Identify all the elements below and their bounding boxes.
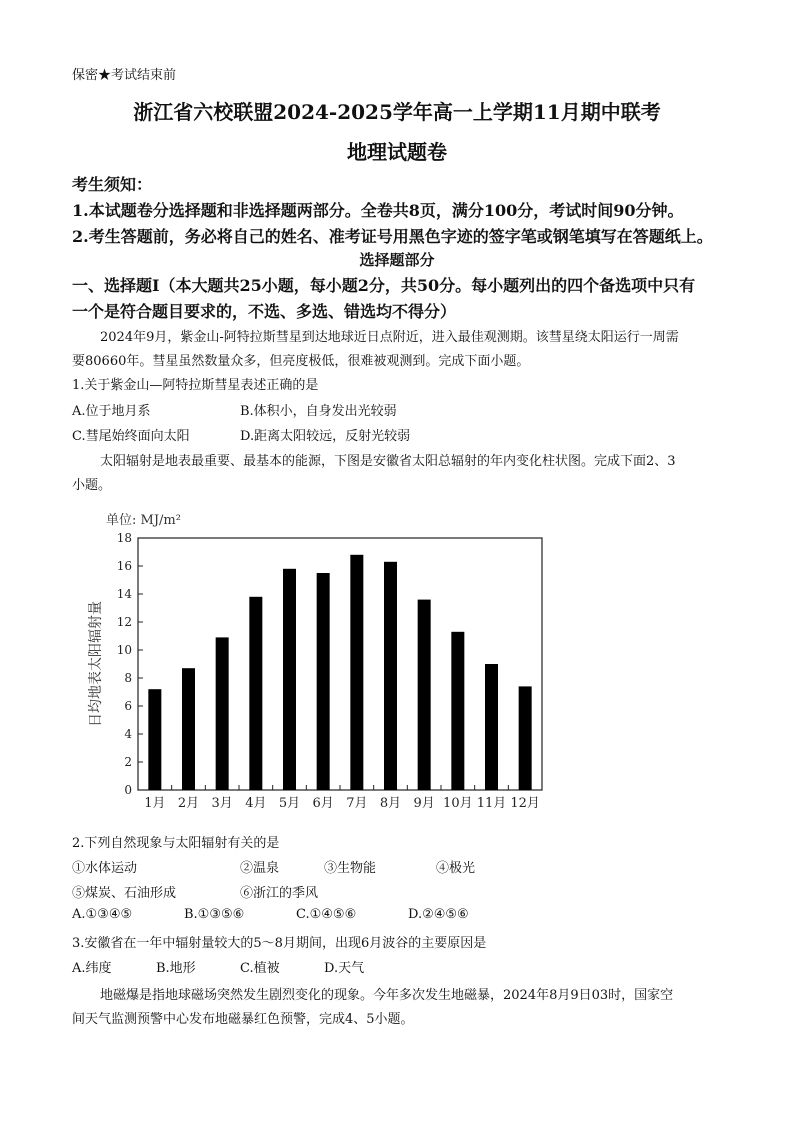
x-tick-label: 10月 (443, 796, 473, 811)
q2-option-a: A.①③④⑤ (72, 907, 133, 922)
chart-y-axis-label: 日均地表太阳辐射量 (88, 601, 104, 727)
passage2-line2: 小题。 (72, 478, 112, 493)
q3-stem: 3.安徽省在一年中辐射量较大的5～8月期间，出现6月波谷的主要原因是 (72, 936, 487, 951)
q2-item: ⑥浙江的季风 (240, 886, 319, 901)
y-tick-label: 8 (124, 671, 132, 685)
y-tick-label: 0 (124, 783, 132, 797)
chart-bar (182, 668, 195, 790)
notice-item: 1.本试题卷分选择题和非选择题两部分。全卷共8页，满分100分，考试时间90分钟。 (72, 201, 684, 220)
x-tick-label: 8月 (379, 796, 402, 811)
q2-item: ④极光 (436, 861, 476, 876)
part-instructions-line2: 一个是符合题目要求的，不选、多选、错选均不得分） (72, 302, 457, 321)
q1-option-b: B.体积小，自身发出光较弱 (240, 404, 397, 419)
chart-bar (485, 664, 498, 790)
chart-bar (350, 555, 363, 790)
passage3-line2: 间天气监测预警中心发布地磁暴红色预警，完成4、5小题。 (72, 1012, 414, 1027)
q3-option-c: C.植被 (240, 961, 280, 976)
q1-stem: 1.关于紫金山—阿特拉斯彗星表述正确的是 (72, 378, 319, 393)
q3-option-a: A.纬度 (72, 961, 112, 976)
q1-option-c: C.彗尾始终面向太阳 (72, 429, 190, 444)
chart-bar (148, 689, 161, 790)
chart-bar (317, 573, 330, 790)
passage2-line1: 太阳辐射是地表最重要、最基本的能源，下图是安徽省太阳总辐射的年内变化柱状图。完成下面2、3 (100, 454, 676, 469)
chart-plot-frame (138, 538, 542, 790)
chart-bar (418, 600, 431, 790)
x-tick-label: 3月 (211, 796, 233, 811)
x-tick-label: 6月 (312, 796, 334, 811)
passage1-line1: 2024年9月，紫金山-阿特拉斯彗星到达地球近日点附近，进入最佳观测期。该彗星绕太阳运行一周需 (100, 330, 679, 345)
section-title: 选择题部分 (359, 251, 435, 269)
x-tick-label: 7月 (346, 796, 368, 811)
part-instructions-line1: 一、选择题Ⅰ（本大题共25小题，每小题2分，共50分。每小题列出的四个备选项中只有 (72, 276, 696, 295)
x-tick-label: 9月 (413, 796, 435, 811)
x-tick-label: 2月 (177, 796, 200, 811)
y-tick-label: 16 (116, 559, 132, 573)
x-tick-label: 4月 (245, 796, 267, 811)
y-tick-label: 10 (116, 643, 132, 657)
x-tick-label: 1月 (144, 796, 166, 811)
y-tick-label: 14 (116, 587, 132, 601)
q3-option-b: B.地形 (156, 961, 196, 976)
q2-option-b: B.①③⑤⑥ (184, 907, 245, 922)
q2-item: ①水体运动 (72, 861, 138, 876)
q2-option-d: D.②④⑤⑥ (408, 907, 469, 922)
y-tick-label: 6 (124, 699, 132, 713)
q2-stem: 2.下列自然现象与太阳辐射有关的是 (72, 836, 280, 851)
exam-title: 浙江省六校联盟2024-2025学年高一上学期11月期中联考 (133, 100, 661, 124)
x-tick-label: 11月 (476, 796, 507, 811)
y-tick-label: 12 (116, 615, 132, 629)
exam-subtitle: 地理试题卷 (347, 140, 447, 164)
y-tick-label: 2 (124, 755, 132, 769)
passage1-line2: 要80660年。彗星虽然数量众多，但亮度极低，很难被观测到。完成下面小题。 (72, 354, 530, 369)
q2-item: ③生物能 (324, 861, 377, 876)
q2-item: ⑤煤炭、石油形成 (72, 886, 177, 901)
x-tick-label: 12月 (510, 796, 540, 811)
chart-bar (519, 686, 532, 790)
y-tick-label: 18 (116, 531, 132, 545)
solar-radiation-chart (80, 500, 550, 820)
q2-item: ②温泉 (240, 861, 280, 876)
notice-item: 2.考生答题前，务必将自己的姓名、准考证号用黑色字迹的签字笔或钢笔填写在答题纸上。 (72, 227, 713, 246)
x-tick-label: 5月 (278, 796, 301, 811)
notice-heading: 考生须知： (72, 175, 153, 194)
chart-bar (249, 597, 262, 790)
chart-bar (384, 562, 397, 790)
passage3-line1: 地磁爆是指地球磁场突然发生剧烈变化的现象。今年多次发生地磁暴，2024年8月9日03时，国家空 (100, 988, 674, 1003)
chart-bar (451, 632, 464, 790)
confidential-mark: 保密★考试结束前 (72, 68, 177, 83)
q2-option-c: C.①④⑤⑥ (296, 907, 357, 922)
chart-bar (283, 569, 296, 790)
chart-bar (216, 637, 229, 790)
y-tick-label: 4 (124, 727, 132, 741)
chart-unit-label: 单位: MJ/m² (106, 513, 181, 528)
q1-option-d: D.距离太阳较远，反射光较弱 (240, 429, 411, 444)
q1-option-a: A.位于地月系 (72, 404, 151, 419)
q3-option-d: D.天气 (324, 961, 365, 976)
